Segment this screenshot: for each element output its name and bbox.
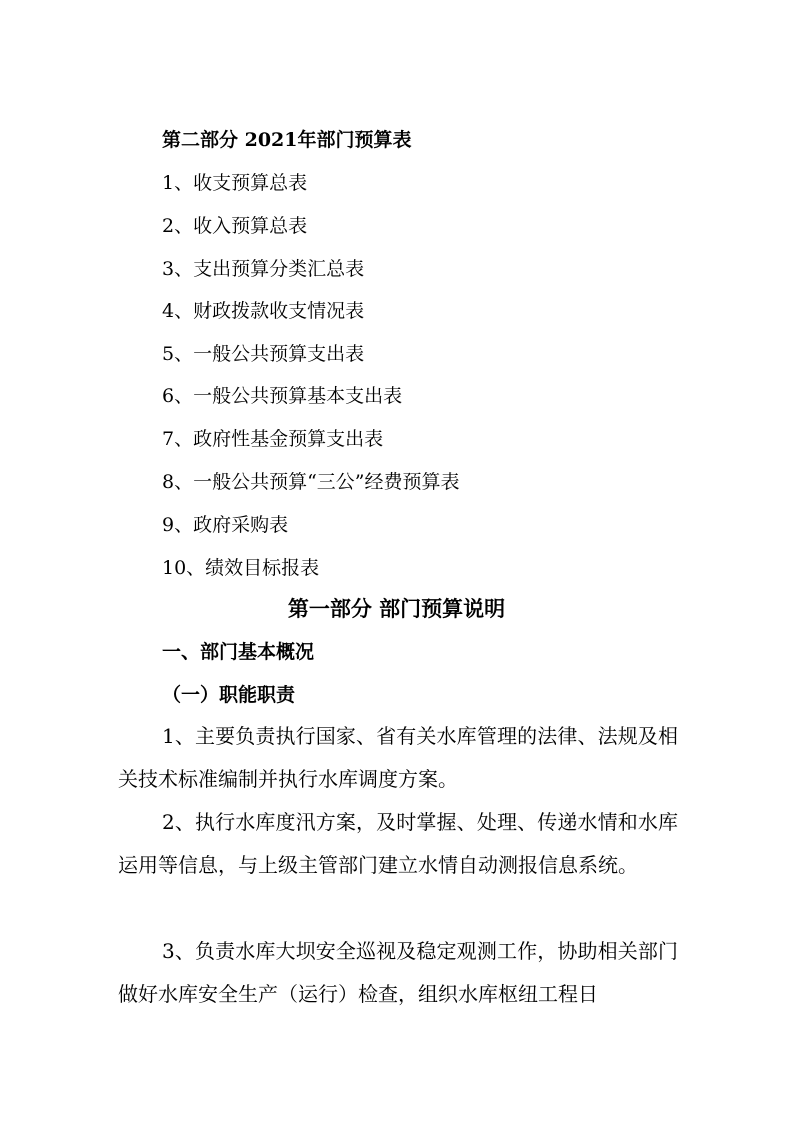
toc-item-3: 3、支出预算分类汇总表 — [162, 258, 365, 280]
toc-item-5: 5、一般公共预算支出表 — [162, 343, 365, 365]
toc-title: 第二部分 2021年部门预算表 — [162, 129, 412, 151]
paragraph-2: 2、执行水库度汛方案，及时掌握、处理、传递水情和水库运用等信息，与上级主管部门建立水情自动测报信息系统。 — [118, 810, 678, 877]
toc-item-10: 10、绩效目标报表 — [162, 557, 320, 579]
toc-item-9: 9、政府采购表 — [162, 514, 289, 536]
toc-item-1: 1、收支预算总表 — [162, 172, 308, 194]
paragraph-3: 3、负责水库大坝安全巡视及稳定观测工作，协助相关部门做好水库安全生产（运行）检查，组织水库枢纽工程日 — [118, 939, 678, 1006]
section-title: 第一部分 部门预算说明 — [287, 596, 506, 621]
section-subheading: （一）职能职责 — [162, 684, 296, 706]
paragraph-1: 1、主要负责执行国家、省有关水库管理的法律、法规及相关技术标准编制并执行水库调度方案。 — [118, 724, 678, 791]
section-heading: 一、部门基本概况 — [162, 641, 315, 663]
toc-item-6: 6、一般公共预算基本支出表 — [162, 385, 403, 407]
toc-item-8: 8、一般公共预算“三公”经费预算表 — [162, 471, 460, 493]
toc-item-2: 2、收入预算总表 — [162, 215, 308, 237]
toc-item-4: 4、财政拨款收支情况表 — [162, 300, 365, 322]
toc-item-7: 7、政府性基金预算支出表 — [162, 428, 384, 450]
